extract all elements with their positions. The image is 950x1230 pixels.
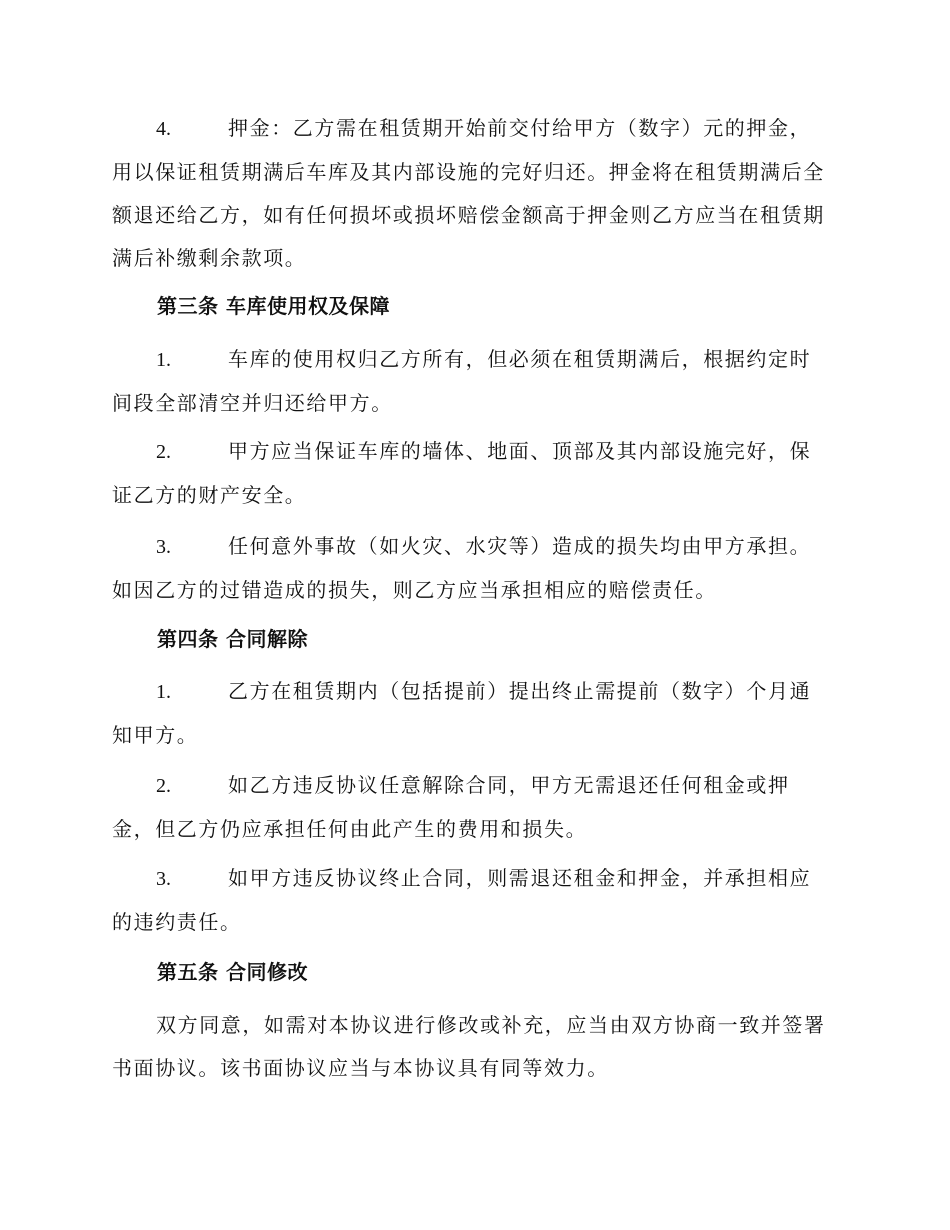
item-number: 1. [156,681,171,703]
clause-3-item-1 [112,338,832,425]
clause-4-item-2 [112,764,832,851]
deposit-item [112,107,832,280]
clause-4-item-1 [112,670,832,757]
item-number: 3. [156,868,171,890]
clause-heading-4: 第四条 合同解除 [157,627,308,651]
item-text: 如甲方违反协议终止合同，则需退还租金和押金，并承担相应的违约责任。 [112,866,812,934]
item-number: 4. [156,118,171,140]
item-text: 如乙方违反协议任意解除合同，甲方无需退还任何租金或押金，但乙方仍应承担任何由此产生的费用和损失。 [112,773,790,841]
clause-5-paragraph: 双方同意，如需对本协议进行修改或补充，应当由双方协商一致并签署书面协议。该书面协议应当与本协议具有同等效力。 [112,1013,826,1080]
item-text: 甲方应当保证车库的墙体、地面、顶部及其内部设施完好，保证乙方的财产安全。 [112,439,812,507]
clause-heading-3: 第三条 车库使用权及保障 [157,294,390,318]
item-text: 乙方在租赁期内（包括提前）提出终止需提前（数字）个月通知甲方。 [112,679,812,747]
item-number: 2. [156,775,171,797]
item-text: 押金：乙方需在租赁期开始前交付给甲方（数字）元的押金，用以保证租赁期满后车库及其内部设施的完好归还。押金将在租赁期满后全额退还给乙方，如有任何损坏或损坏赔偿金额高于押金则乙方应当在租赁期满后补缴剩余款项。 [112,116,825,270]
clause-4-item-3 [112,857,832,944]
clause-3-item-3 [112,525,832,612]
clause-heading-5: 第五条 合同修改 [157,960,308,984]
item-number: 2. [156,441,171,463]
clause-3-item-2 [112,430,832,517]
item-number: 3. [156,536,171,558]
item-text: 任何意外事故（如火灾、水灾等）造成的损失均由甲方承担。如因乙方的过错造成的损失，则乙方应当承担相应的赔偿责任。 [112,534,812,602]
item-text: 车库的使用权归乙方所有，但必须在租赁期满后，根据约定时间段全部清空并归还给甲方。 [112,347,812,415]
item-number: 1. [156,349,171,371]
